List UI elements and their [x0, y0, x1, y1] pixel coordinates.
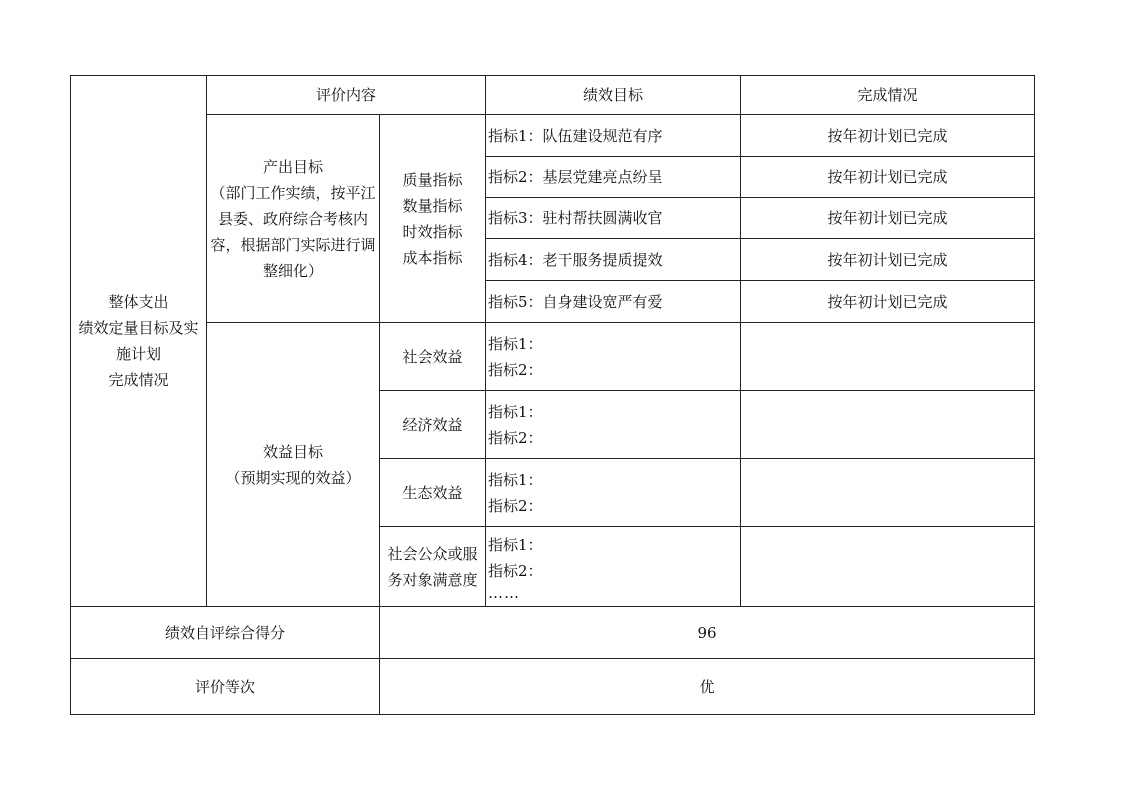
benefit-indicator: 指标2： — [488, 428, 543, 447]
grade-row — [71, 659, 1035, 715]
section-label-cell — [71, 76, 207, 607]
benefit-status — [741, 459, 1035, 527]
benefit-indicators — [486, 527, 741, 607]
output-goal-cell — [207, 115, 380, 323]
output-goal-desc-line: 县委、政府综合考核内 — [217, 209, 368, 228]
header-performance-target: 绩效目标 — [486, 76, 741, 115]
benefit-goal-desc: （预期实现的效益） — [225, 468, 361, 487]
score-label: 绩效自评综合得分 — [71, 607, 380, 659]
header-evaluation-content: 评价内容 — [207, 76, 486, 115]
output-indicator: 指标2：基层党建亮点纷呈 — [486, 157, 741, 198]
benefit-type: 社会效益 — [380, 323, 486, 391]
section-label-line: 整体支出 — [108, 293, 169, 311]
benefit-goal-cell — [207, 323, 380, 607]
grade-value: 优 — [380, 659, 1035, 715]
benefit-type — [380, 527, 486, 607]
output-indicator: 指标3：驻村帮扶圆满收官 — [486, 198, 741, 239]
output-indicator: 指标5：自身建设宽严有爱 — [486, 281, 741, 323]
indicator-type: 质量指标 — [402, 170, 463, 189]
indicator-type: 数量指标 — [402, 196, 463, 215]
benefit-status — [741, 323, 1035, 391]
output-status: 按年初计划已完成 — [741, 198, 1035, 239]
benefit-status — [741, 527, 1035, 607]
output-goal-title: 产出目标 — [262, 157, 323, 176]
section-label-line: 施计划 — [115, 345, 161, 363]
output-row — [71, 115, 1035, 157]
output-status: 按年初计划已完成 — [741, 157, 1035, 198]
benefit-indicators — [486, 459, 741, 527]
output-indicator-types-cell — [380, 115, 486, 323]
header-row — [71, 76, 1035, 115]
output-indicator: 指标1：队伍建设规范有序 — [486, 115, 741, 157]
output-goal-desc-line: （部门工作实绩，按平江 — [210, 183, 376, 202]
output-status: 按年初计划已完成 — [741, 281, 1035, 323]
output-indicator: 指标4：老干服务提质提效 — [486, 239, 741, 281]
benefit-type-line: 社会公众或服 — [387, 544, 478, 563]
output-goal-desc-line: 容，根据部门实际进行调 — [210, 235, 376, 254]
benefit-indicator: 指标1： — [488, 334, 543, 353]
benefit-status — [741, 391, 1035, 459]
section-label-line: 绩效定量目标及实 — [78, 319, 199, 337]
section-label-line: 完成情况 — [108, 371, 169, 389]
performance-table — [70, 75, 1035, 715]
grade-label: 评价等次 — [71, 659, 380, 715]
output-status: 按年初计划已完成 — [741, 115, 1035, 157]
benefit-indicator: 指标1： — [488, 402, 543, 421]
indicator-type: 成本指标 — [402, 248, 463, 267]
score-row — [71, 607, 1035, 659]
benefit-indicator: 指标2： — [488, 561, 543, 580]
benefit-goal-title: 效益目标 — [262, 442, 323, 461]
benefit-type: 经济效益 — [380, 391, 486, 459]
header-completion-status: 完成情况 — [741, 76, 1035, 115]
output-goal-desc-line: 整细化） — [262, 261, 323, 280]
benefit-indicator: 指标2： — [488, 496, 543, 515]
indicator-type: 时效指标 — [402, 222, 463, 241]
benefit-indicator: 指标1： — [488, 535, 543, 554]
benefit-type-line: 务对象满意度 — [387, 570, 478, 589]
output-status: 按年初计划已完成 — [741, 239, 1035, 281]
ellipsis: …… — [488, 583, 520, 602]
benefit-indicator: 指标2： — [488, 360, 543, 379]
benefit-indicators — [486, 391, 741, 459]
benefit-row — [71, 323, 1035, 391]
benefit-indicators — [486, 323, 741, 391]
benefit-type: 生态效益 — [380, 459, 486, 527]
benefit-indicator: 指标1： — [488, 470, 543, 489]
score-value: 96 — [380, 607, 1035, 659]
